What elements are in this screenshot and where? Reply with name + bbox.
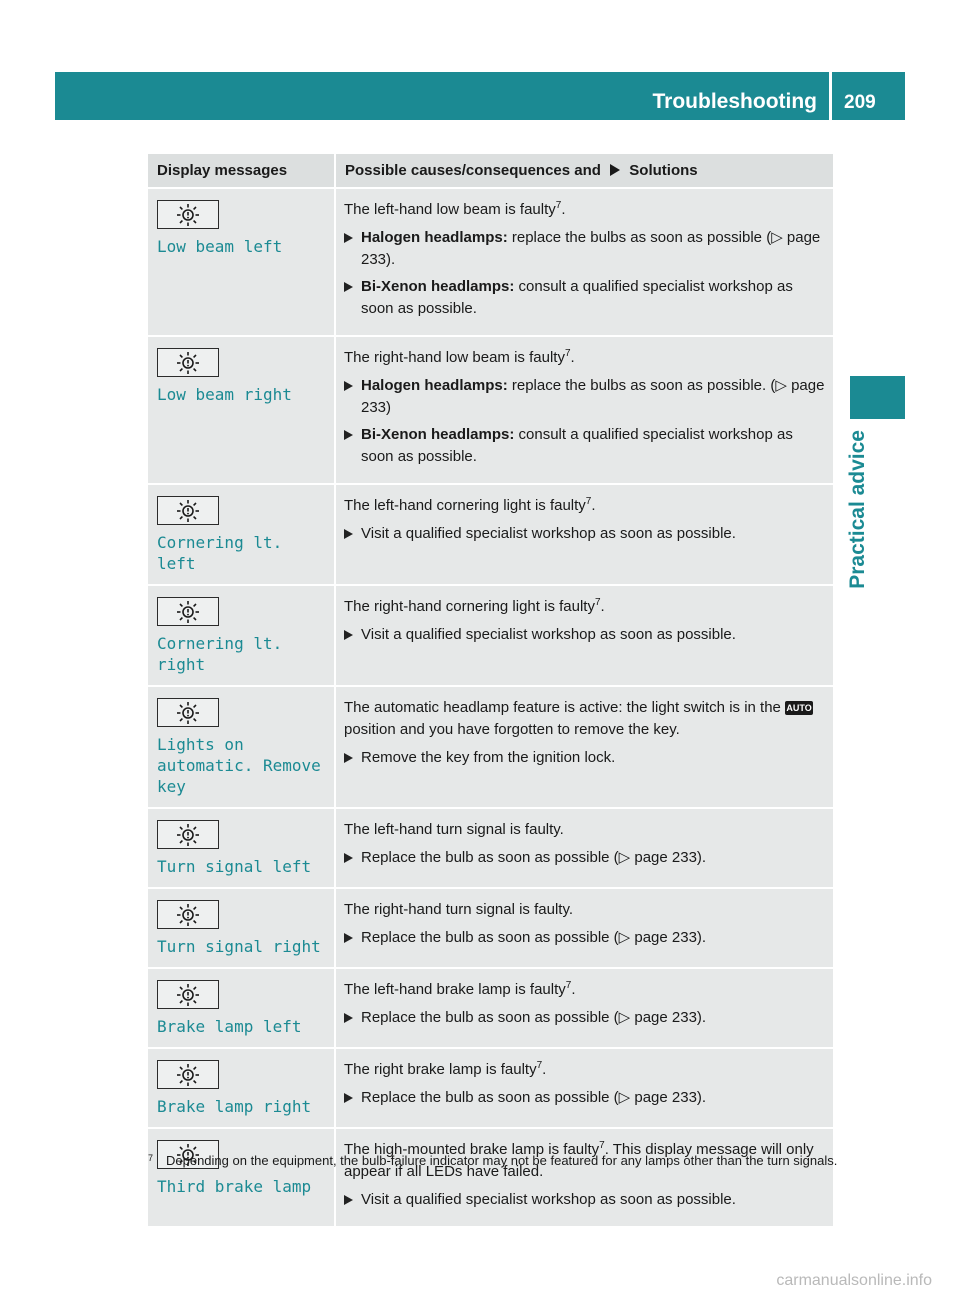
table-row xyxy=(148,337,833,485)
solution-text: Replace the bulb as soon as possible (▷ page 233). xyxy=(361,849,707,866)
bulb-failure-icon xyxy=(157,597,219,626)
solution-label: Halogen headlamps: xyxy=(361,229,508,246)
footnote-ref: 7 xyxy=(599,1140,605,1151)
col-header-causes-prefix: Possible causes/consequences and xyxy=(345,162,601,179)
solution-item xyxy=(344,424,827,468)
cause-text-end: . xyxy=(600,598,605,615)
solution-arrow-icon xyxy=(344,1093,353,1103)
solution-arrow-icon xyxy=(344,1195,353,1205)
solution-text: Replace the bulb as soon as possible (▷ page 233). xyxy=(361,929,707,946)
solution-arrow-icon xyxy=(344,853,353,863)
bulb-failure-icon xyxy=(157,200,219,229)
cause-text-end: . This display message will only appear if all LEDs have failed. xyxy=(344,1141,814,1180)
cause xyxy=(344,1059,827,1081)
causes-cell xyxy=(336,586,833,687)
display-message: Cornering lt. right xyxy=(157,634,283,674)
display-message: Third brake lamp xyxy=(157,1177,312,1196)
display-messages-table xyxy=(148,154,833,1228)
causes-cell xyxy=(336,889,833,969)
solution-text: consult a qualified specialist workshop as soon as possible. xyxy=(361,426,793,465)
solution-arrow-icon xyxy=(344,933,353,943)
cause-text-end: . xyxy=(561,201,566,218)
footnote-ref: 7 xyxy=(536,1060,543,1071)
section-title: Troubleshooting xyxy=(652,90,817,113)
display-cell xyxy=(148,1049,336,1129)
solution-item xyxy=(344,747,827,769)
display-message: Cornering lt. left xyxy=(157,533,283,573)
bulb-failure-icon xyxy=(157,820,219,849)
display-cell xyxy=(148,337,336,485)
solution-arrow-icon xyxy=(610,164,620,176)
display-message: Low beam left xyxy=(157,237,283,256)
solution-item xyxy=(344,927,827,949)
causes-cell xyxy=(336,1129,833,1228)
solution-arrow-icon xyxy=(344,630,353,640)
cause-text: The right-hand turn signal is faulty. xyxy=(344,901,574,918)
bulb-failure-icon xyxy=(157,496,219,525)
table-row xyxy=(148,969,833,1049)
solution-arrow-icon xyxy=(344,282,353,292)
cause-text-end: . xyxy=(591,497,596,514)
solution-item xyxy=(344,227,827,271)
display-cell xyxy=(148,485,336,586)
cause-text: The right-hand cornering light is faulty xyxy=(344,598,595,615)
causes-cell xyxy=(336,969,833,1049)
bulb-failure-icon xyxy=(157,900,219,929)
col-header-display: Display messages xyxy=(148,154,336,189)
solution-item xyxy=(344,624,827,646)
causes-cell xyxy=(336,809,833,889)
solution-arrow-icon xyxy=(344,1013,353,1023)
solution-text: Visit a qualified specialist workshop as soon as possible. xyxy=(361,626,736,643)
solution-text: Remove the key from the ignition lock. xyxy=(361,749,616,766)
cause-text: The left-hand brake lamp is faulty xyxy=(344,981,566,998)
display-message: Turn signal right xyxy=(157,937,321,956)
solution-arrow-icon xyxy=(344,529,353,539)
cause xyxy=(344,979,827,1001)
solution-arrow-icon xyxy=(344,430,353,440)
solution-text: replace the bulbs as soon as possible. (▷ page 233) xyxy=(361,377,825,416)
display-cell xyxy=(148,189,336,337)
display-cell xyxy=(148,1129,336,1228)
cause-text-end: . xyxy=(570,349,575,366)
cause-text: The left-hand low beam is faulty xyxy=(344,201,556,218)
footnote-ref: 7 xyxy=(564,348,571,359)
display-cell xyxy=(148,809,336,889)
solution-arrow-icon xyxy=(344,233,353,243)
footnote-text: Depending on the equipment, the bulb-failure indicator may not be featured for any lamps other than the turn signals. xyxy=(166,1153,838,1168)
display-cell xyxy=(148,687,336,809)
cause-text-end: . xyxy=(571,981,576,998)
footnote-ref: 7 xyxy=(594,597,601,608)
solution-text: Visit a qualified specialist workshop as soon as possible. xyxy=(361,1191,736,1208)
display-cell xyxy=(148,969,336,1049)
cause-text: The left-hand turn signal is faulty. xyxy=(344,821,564,838)
solution-item xyxy=(344,1189,827,1211)
table-header-row xyxy=(148,154,833,189)
solution-text: Visit a qualified specialist workshop as soon as possible. xyxy=(361,525,736,542)
display-cell xyxy=(148,889,336,969)
solution-item xyxy=(344,1007,827,1029)
solution-item xyxy=(344,1087,827,1109)
display-message: Brake lamp left xyxy=(157,1017,302,1036)
display-message: Brake lamp right xyxy=(157,1097,312,1116)
display-message: Lights on automatic. Remove key xyxy=(157,735,321,796)
side-label: Practical advice xyxy=(846,430,869,589)
display-message: Turn signal left xyxy=(157,857,312,876)
footnote-ref: 7 xyxy=(565,980,572,991)
cause xyxy=(344,199,827,221)
table-row xyxy=(148,189,833,337)
solution-label: Bi-Xenon headlamps: xyxy=(361,426,515,443)
cause-text-continued: position and you have forgotten to remove the key. xyxy=(344,721,680,738)
solution-text: consult a qualified specialist workshop as soon as possible. xyxy=(361,278,793,317)
side-label-container xyxy=(838,430,878,640)
footnote-ref: 7 xyxy=(585,496,592,507)
causes-cell xyxy=(336,1049,833,1129)
solution-text: replace the bulbs as soon as possible (▷ page 233). xyxy=(361,229,821,268)
solution-label: Halogen headlamps: xyxy=(361,377,508,394)
cause xyxy=(344,899,827,921)
table-row xyxy=(148,586,833,687)
cause-text: The high-mounted brake lamp is faulty xyxy=(344,1141,600,1158)
cause-text: The automatic headlamp feature is active: the light switch is in the xyxy=(344,699,781,716)
auto-switch-icon: AUTO xyxy=(786,703,812,714)
causes-cell xyxy=(336,337,833,485)
bulb-failure-icon xyxy=(157,698,219,727)
solution-label: Bi-Xenon headlamps: xyxy=(361,278,515,295)
table-row xyxy=(148,1129,833,1228)
cause xyxy=(344,596,827,618)
solution-item xyxy=(344,523,827,545)
cause xyxy=(344,347,827,369)
table-row xyxy=(148,889,833,969)
solution-arrow-icon xyxy=(344,753,353,763)
display-cell xyxy=(148,586,336,687)
col-header-causes xyxy=(336,154,833,189)
solution-item xyxy=(344,375,827,419)
cause-text: The left-hand cornering light is faulty xyxy=(344,497,586,514)
side-tab-marker xyxy=(850,376,905,419)
solution-arrow-icon xyxy=(344,381,353,391)
bulb-failure-icon xyxy=(157,1060,219,1089)
cause xyxy=(344,495,827,517)
footnote xyxy=(148,1152,848,1169)
bulb-failure-icon xyxy=(157,348,219,377)
table-row xyxy=(148,485,833,586)
causes-cell xyxy=(336,189,833,337)
col-header-causes-suffix: Solutions xyxy=(629,162,698,179)
bulb-failure-icon xyxy=(157,980,219,1009)
causes-cell xyxy=(336,687,833,809)
watermark: carmanualsonline.info xyxy=(776,1272,932,1289)
cause-text: The right-hand low beam is faulty xyxy=(344,349,565,366)
solution-item xyxy=(344,276,827,320)
table-row xyxy=(148,809,833,889)
page-number: 209 xyxy=(844,92,876,113)
solution-item xyxy=(344,847,827,869)
solution-text: Replace the bulb as soon as possible (▷ page 233). xyxy=(361,1089,707,1106)
display-message: Low beam right xyxy=(157,385,292,404)
cause-text: The right brake lamp is faulty xyxy=(344,1061,537,1078)
cause-text-end: . xyxy=(542,1061,547,1078)
footnote-ref: 7 xyxy=(555,200,562,211)
cause xyxy=(344,697,827,741)
table-row xyxy=(148,1049,833,1129)
solution-text: Replace the bulb as soon as possible (▷ page 233). xyxy=(361,1009,707,1026)
cause xyxy=(344,819,827,841)
table-row xyxy=(148,687,833,809)
causes-cell xyxy=(336,485,833,586)
footnote-mark: 7 xyxy=(148,1153,154,1163)
header-bar xyxy=(55,72,905,120)
